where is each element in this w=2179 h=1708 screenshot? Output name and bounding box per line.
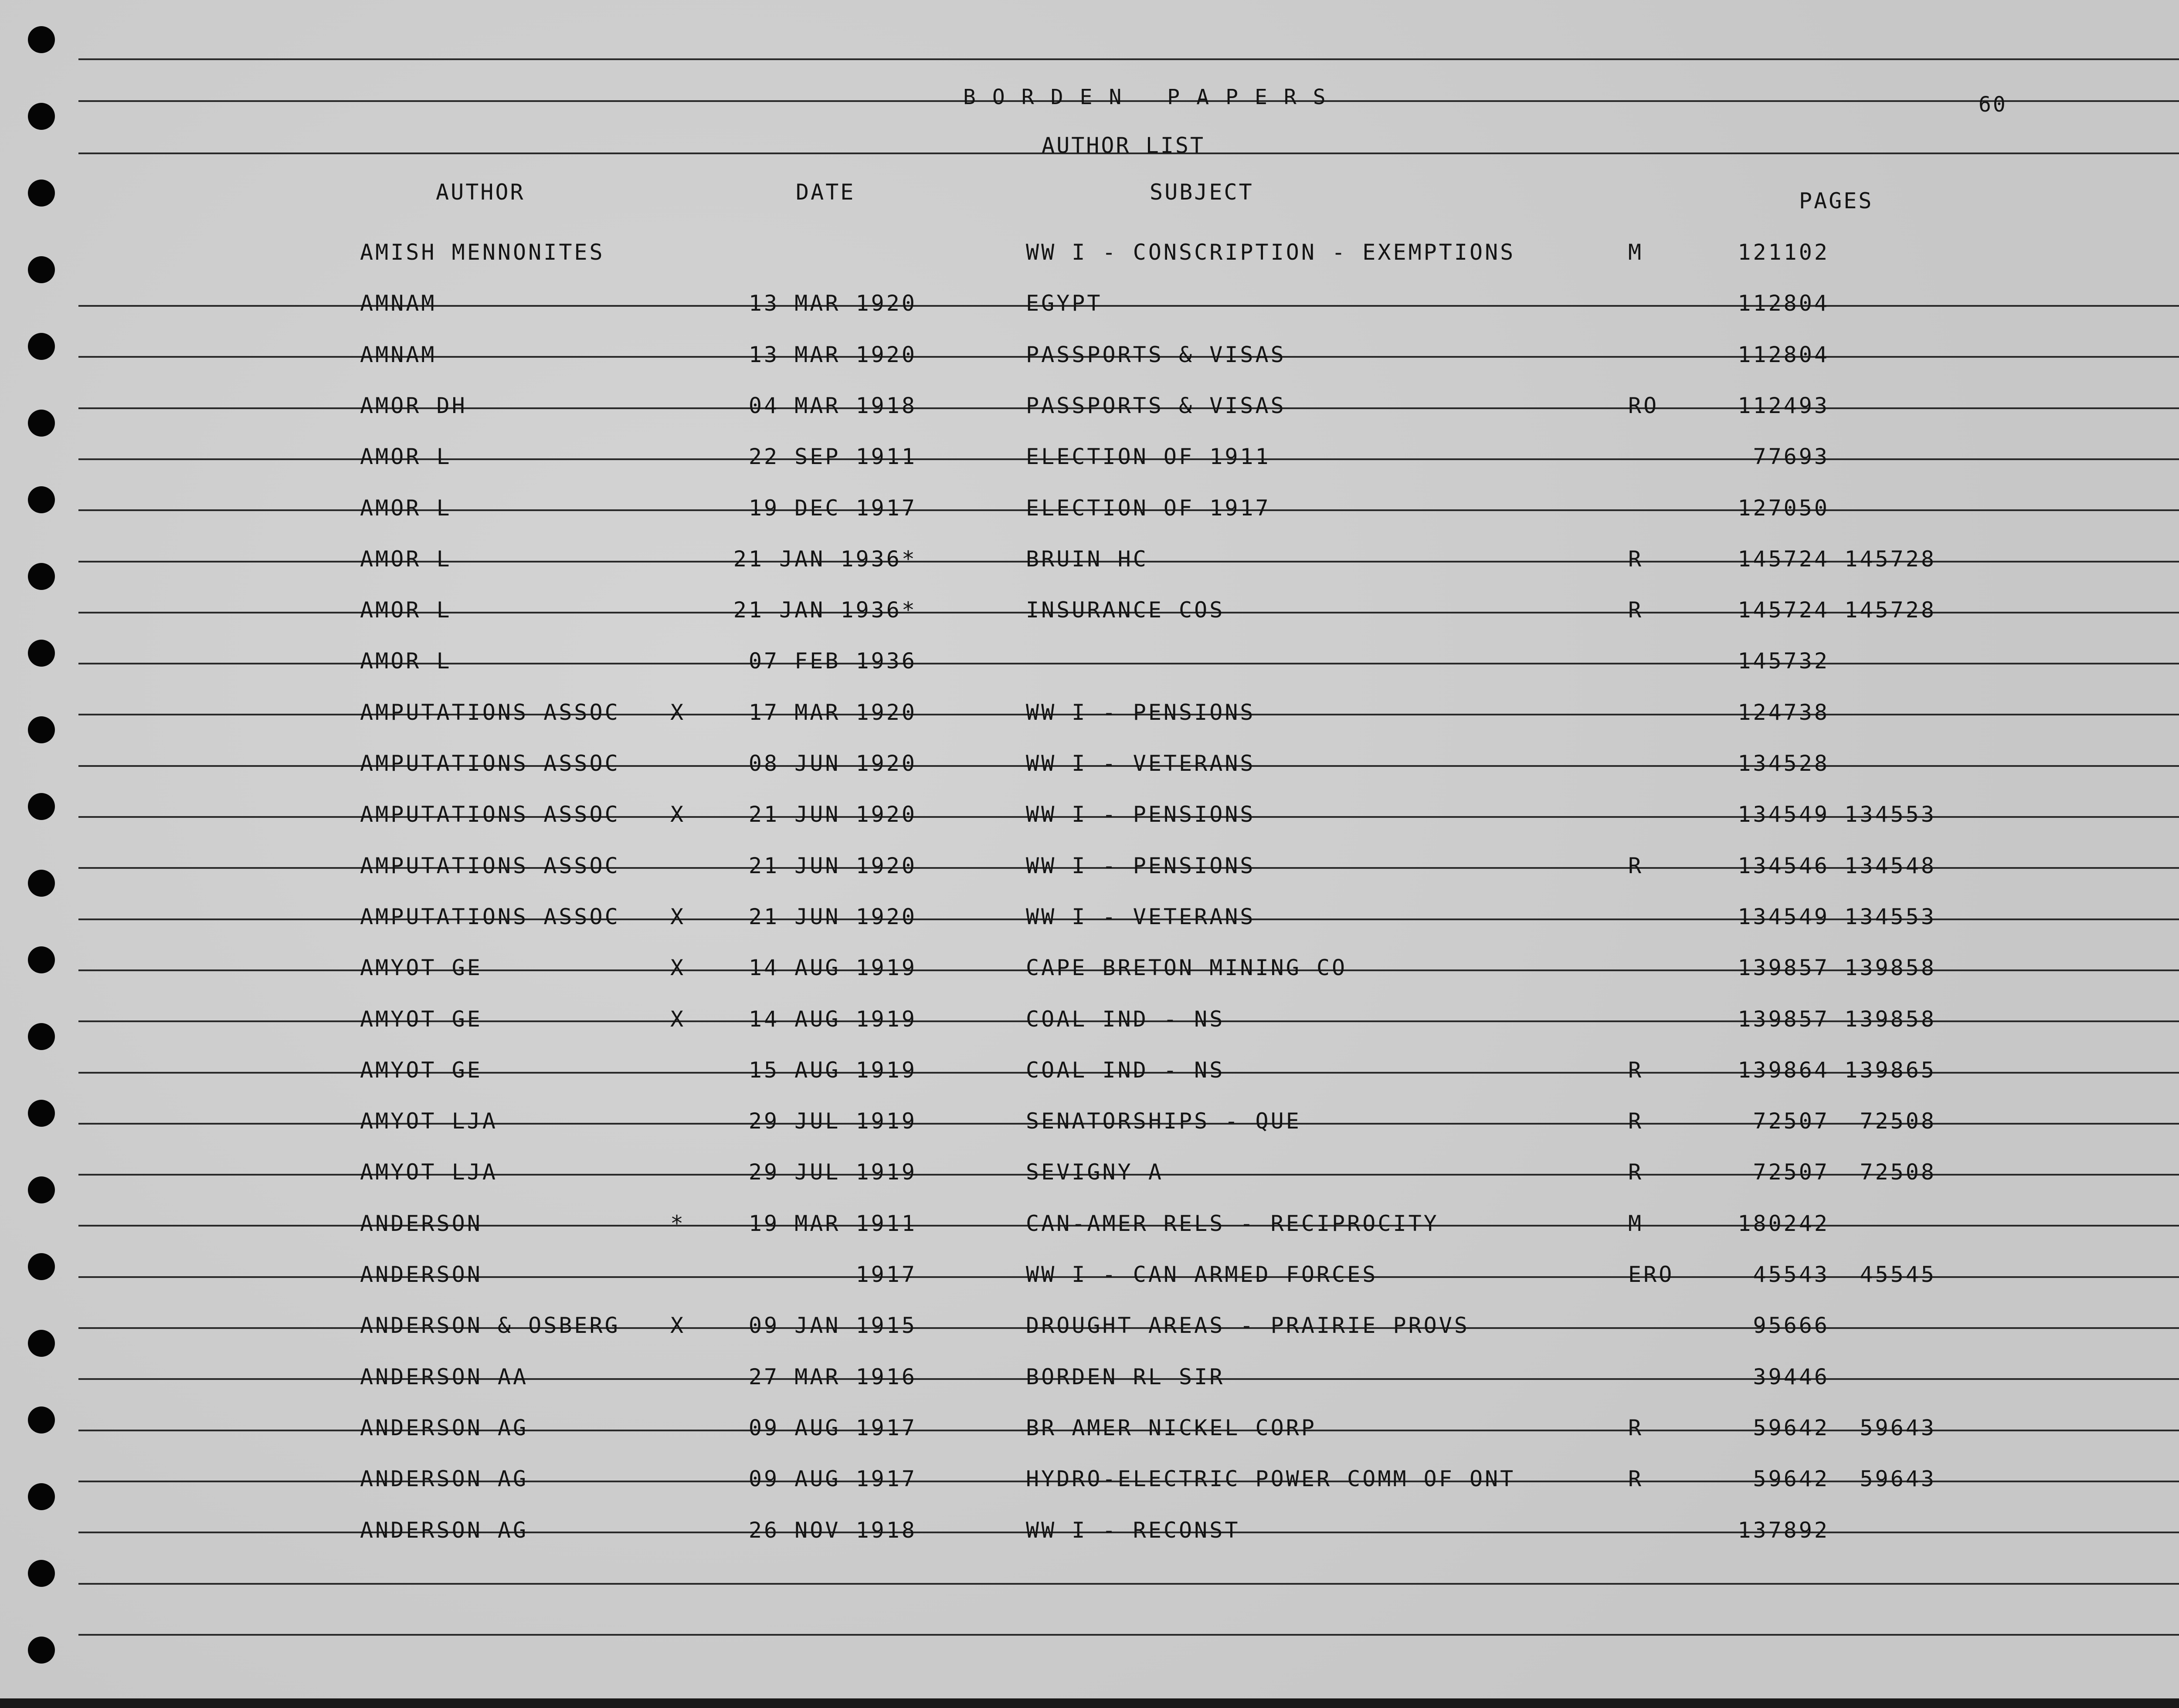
date-cell: 17 MAR 1920 bbox=[748, 699, 917, 725]
table-row bbox=[0, 840, 2179, 891]
code-cell: R bbox=[1628, 597, 1644, 623]
page-start-cell: 127050 bbox=[1738, 495, 1829, 521]
rule-line bbox=[78, 58, 2179, 60]
subject-cell: INSURANCE COS bbox=[1026, 597, 1225, 623]
date-cell: 09 AUG 1917 bbox=[748, 1466, 917, 1492]
subject-cell: HYDRO-ELECTRIC POWER COMM OF ONT bbox=[1026, 1466, 1516, 1492]
flag-cell: X bbox=[670, 904, 686, 929]
subject-cell: WW I - PENSIONS bbox=[1026, 853, 1256, 878]
subject-cell: BRUIN HC bbox=[1026, 546, 1148, 572]
author-cell: AMYOT GE bbox=[360, 1057, 482, 1083]
table-row bbox=[0, 891, 2179, 942]
date-cell: 21 JAN 1936* bbox=[733, 597, 917, 623]
author-cell: AMNAM bbox=[360, 342, 437, 367]
page-number: 60 bbox=[1979, 92, 2007, 117]
feed-hole-icon bbox=[28, 1560, 55, 1587]
date-cell: 1917 bbox=[855, 1262, 917, 1287]
author-cell: AMOR L bbox=[360, 597, 452, 623]
subject-cell: PASSPORTS & VISAS bbox=[1026, 393, 1286, 418]
author-cell: AMYOT GE bbox=[360, 955, 482, 981]
flag-cell: X bbox=[670, 955, 686, 981]
table-row bbox=[0, 1198, 2179, 1249]
date-cell: 21 JAN 1936* bbox=[733, 546, 917, 572]
author-cell: AMYOT LJA bbox=[360, 1108, 498, 1134]
table-row bbox=[0, 1453, 2179, 1504]
code-cell: R bbox=[1628, 1159, 1644, 1185]
subject-cell: EGYPT bbox=[1026, 291, 1103, 316]
page-start-cell: 139864 bbox=[1738, 1057, 1829, 1083]
page-start-cell: 145724 bbox=[1738, 597, 1829, 623]
date-cell: 22 SEP 1911 bbox=[748, 444, 917, 470]
column-header-author: AUTHOR bbox=[436, 180, 525, 205]
page-start-cell: 134528 bbox=[1738, 751, 1829, 776]
page-start-cell: 145732 bbox=[1738, 648, 1829, 674]
table-row bbox=[0, 1402, 2179, 1453]
table-row bbox=[0, 227, 2179, 278]
page-start-cell: 145724 bbox=[1738, 546, 1829, 572]
page-start-cell: 180242 bbox=[1738, 1210, 1829, 1236]
subject-cell: SEVIGNY A bbox=[1026, 1159, 1164, 1185]
subject-cell: ELECTION OF 1911 bbox=[1026, 444, 1271, 470]
code-cell: M bbox=[1628, 1210, 1644, 1236]
table-row bbox=[0, 993, 2179, 1044]
date-cell: 13 MAR 1920 bbox=[748, 342, 917, 367]
table-row bbox=[0, 584, 2179, 635]
page-start-cell: 134549 bbox=[1738, 802, 1829, 827]
feed-hole-icon bbox=[28, 180, 55, 207]
page-start-cell: 134546 bbox=[1738, 853, 1829, 878]
author-cell: AMOR L bbox=[360, 495, 452, 521]
subject-cell: WW I - VETERANS bbox=[1026, 751, 1256, 776]
subject-cell: COAL IND - NS bbox=[1026, 1006, 1225, 1032]
table-row bbox=[0, 278, 2179, 329]
author-cell: AMPUTATIONS ASSOC bbox=[360, 802, 620, 827]
page-end-cell: 72508 bbox=[1860, 1159, 1936, 1185]
flag-cell: * bbox=[670, 1210, 686, 1236]
feed-hole-icon bbox=[28, 103, 55, 130]
page-end-cell: 139858 bbox=[1844, 1006, 1936, 1032]
date-cell: 04 MAR 1918 bbox=[748, 393, 917, 418]
column-header-subject: SUBJECT bbox=[1150, 180, 1254, 205]
page-end-cell: 134548 bbox=[1844, 853, 1936, 878]
author-cell: AMOR L bbox=[360, 648, 452, 674]
date-cell: 19 MAR 1911 bbox=[748, 1210, 917, 1236]
author-cell: ANDERSON & OSBERG bbox=[360, 1313, 620, 1339]
page-start-cell: 139857 bbox=[1738, 955, 1829, 981]
page-end-cell: 59643 bbox=[1860, 1466, 1936, 1492]
page-start-cell: 72507 bbox=[1753, 1159, 1829, 1185]
subject-cell: SENATORSHIPS - QUE bbox=[1026, 1108, 1301, 1134]
author-cell: AMYOT LJA bbox=[360, 1159, 498, 1185]
author-cell: ANDERSON AG bbox=[360, 1466, 529, 1492]
page-start-cell: 77693 bbox=[1753, 444, 1829, 470]
table-row bbox=[0, 1146, 2179, 1197]
flag-cell: X bbox=[670, 802, 686, 827]
author-cell: AMYOT GE bbox=[360, 1006, 482, 1032]
table-row bbox=[0, 687, 2179, 738]
table-row bbox=[0, 942, 2179, 993]
author-cell: ANDERSON AG bbox=[360, 1415, 529, 1440]
table-row bbox=[0, 1249, 2179, 1300]
subject-cell: WW I - CONSCRIPTION - EXEMPTIONS bbox=[1026, 240, 1516, 265]
page-end-cell: 134553 bbox=[1844, 802, 1936, 827]
rule-line bbox=[78, 1634, 2179, 1636]
page-start-cell: 121102 bbox=[1738, 240, 1829, 265]
flag-cell: X bbox=[670, 1313, 686, 1339]
page-end-cell: 45545 bbox=[1860, 1262, 1936, 1287]
author-cell: ANDERSON AA bbox=[360, 1364, 529, 1389]
page-start-cell: 139857 bbox=[1738, 1006, 1829, 1032]
page-end-cell: 139858 bbox=[1844, 955, 1936, 981]
date-cell: 26 NOV 1918 bbox=[748, 1517, 917, 1543]
subject-cell: CAN-AMER RELS - RECIPROCITY bbox=[1026, 1210, 1439, 1236]
date-cell: 09 JAN 1915 bbox=[748, 1313, 917, 1339]
page-start-cell: 95666 bbox=[1753, 1313, 1829, 1339]
date-cell: 29 JUL 1919 bbox=[748, 1159, 917, 1185]
subject-cell: WW I - PENSIONS bbox=[1026, 699, 1256, 725]
date-cell: 13 MAR 1920 bbox=[748, 291, 917, 316]
author-cell: AMPUTATIONS ASSOC bbox=[360, 853, 620, 878]
author-cell: AMOR L bbox=[360, 546, 452, 572]
subject-cell: PASSPORTS & VISAS bbox=[1026, 342, 1286, 367]
subject-cell: WW I - CAN ARMED FORCES bbox=[1026, 1262, 1378, 1287]
table-row bbox=[0, 789, 2179, 840]
page-end-cell: 72508 bbox=[1860, 1108, 1936, 1134]
table-row bbox=[0, 1044, 2179, 1095]
feed-hole-icon bbox=[28, 1637, 55, 1664]
column-header-date: DATE bbox=[796, 180, 855, 205]
code-cell: R bbox=[1628, 1415, 1644, 1440]
date-cell: 07 FEB 1936 bbox=[748, 648, 917, 674]
code-cell: M bbox=[1628, 240, 1644, 265]
page-start-cell: 39446 bbox=[1753, 1364, 1829, 1389]
author-cell: ANDERSON bbox=[360, 1262, 482, 1287]
page-end-cell: 145728 bbox=[1844, 597, 1936, 623]
page-end-cell: 139865 bbox=[1844, 1057, 1936, 1083]
page-start-cell: 59642 bbox=[1753, 1466, 1829, 1492]
date-cell: 09 AUG 1917 bbox=[748, 1415, 917, 1440]
page-start-cell: 112804 bbox=[1738, 342, 1829, 367]
page-start-cell: 124738 bbox=[1738, 699, 1829, 725]
column-header-pages: PAGES bbox=[1799, 188, 1874, 214]
code-cell: R bbox=[1628, 853, 1644, 878]
table-row bbox=[0, 738, 2179, 789]
rule-line bbox=[78, 1583, 2179, 1585]
page-start-cell: 72507 bbox=[1753, 1108, 1829, 1134]
page-start-cell: 59642 bbox=[1753, 1415, 1829, 1440]
subject-cell: ELECTION OF 1917 bbox=[1026, 495, 1271, 521]
date-cell: 21 JUN 1920 bbox=[748, 904, 917, 929]
table-row bbox=[0, 1351, 2179, 1402]
page-start-cell: 137892 bbox=[1738, 1517, 1829, 1543]
subject-cell: COAL IND - NS bbox=[1026, 1057, 1225, 1083]
table-row bbox=[0, 380, 2179, 431]
date-cell: 14 AUG 1919 bbox=[748, 1006, 917, 1032]
table-row bbox=[0, 1300, 2179, 1351]
table-row bbox=[0, 329, 2179, 380]
document-title: BORDEN PAPERS bbox=[963, 85, 1342, 109]
subject-cell: BORDEN RL SIR bbox=[1026, 1364, 1225, 1389]
subject-cell: WW I - PENSIONS bbox=[1026, 802, 1256, 827]
author-cell: AMPUTATIONS ASSOC bbox=[360, 904, 620, 929]
table-row bbox=[0, 431, 2179, 482]
page-start-cell: 112493 bbox=[1738, 393, 1829, 418]
author-cell: AMOR L bbox=[360, 444, 452, 470]
list-title: AUTHOR LIST bbox=[1042, 133, 1205, 158]
date-cell: 21 JUN 1920 bbox=[748, 853, 917, 878]
author-cell: AMISH MENNONITES bbox=[360, 240, 605, 265]
table-row bbox=[0, 533, 2179, 584]
code-cell: R bbox=[1628, 1466, 1644, 1492]
subject-cell: WW I - RECONST bbox=[1026, 1517, 1240, 1543]
code-cell: R bbox=[1628, 546, 1644, 572]
date-cell: 15 AUG 1919 bbox=[748, 1057, 917, 1083]
author-cell: AMNAM bbox=[360, 291, 437, 316]
table-row bbox=[0, 635, 2179, 686]
page-end-cell: 59643 bbox=[1860, 1415, 1936, 1440]
date-cell: 21 JUN 1920 bbox=[748, 802, 917, 827]
subject-cell: BR AMER NICKEL CORP bbox=[1026, 1415, 1317, 1440]
table-row bbox=[0, 482, 2179, 533]
page-end-cell: 134553 bbox=[1844, 904, 1936, 929]
subject-cell: WW I - VETERANS bbox=[1026, 904, 1256, 929]
page-start-cell: 112804 bbox=[1738, 291, 1829, 316]
table-row bbox=[0, 1095, 2179, 1146]
table-row bbox=[0, 1505, 2179, 1556]
author-cell: AMPUTATIONS ASSOC bbox=[360, 751, 620, 776]
author-cell: AMPUTATIONS ASSOC bbox=[360, 699, 620, 725]
date-cell: 19 DEC 1917 bbox=[748, 495, 917, 521]
feed-hole-icon bbox=[28, 26, 55, 53]
page-start-cell: 134549 bbox=[1738, 904, 1829, 929]
date-cell: 08 JUN 1920 bbox=[748, 751, 917, 776]
date-cell: 29 JUL 1919 bbox=[748, 1108, 917, 1134]
subject-cell: CAPE BRETON MINING CO bbox=[1026, 955, 1347, 981]
date-cell: 27 MAR 1916 bbox=[748, 1364, 917, 1389]
code-cell: R bbox=[1628, 1057, 1644, 1083]
page-start-cell: 45543 bbox=[1753, 1262, 1829, 1287]
author-cell: AMOR DH bbox=[360, 393, 467, 418]
code-cell: ERO bbox=[1628, 1262, 1674, 1287]
flag-cell: X bbox=[670, 699, 686, 725]
subject-cell: DROUGHT AREAS - PRAIRIE PROVS bbox=[1026, 1313, 1470, 1339]
code-cell: R bbox=[1628, 1108, 1644, 1134]
code-cell: RO bbox=[1628, 393, 1659, 418]
page-end-cell: 145728 bbox=[1844, 546, 1936, 572]
author-cell: ANDERSON bbox=[360, 1210, 482, 1236]
flag-cell: X bbox=[670, 1006, 686, 1032]
date-cell: 14 AUG 1919 bbox=[748, 955, 917, 981]
author-cell: ANDERSON AG bbox=[360, 1517, 529, 1543]
